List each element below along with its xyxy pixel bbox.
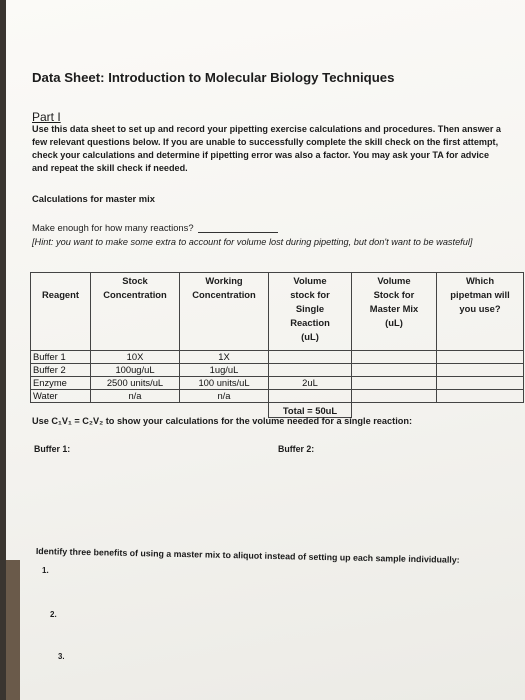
cell-pipetman[interactable] xyxy=(437,390,524,403)
cell-pipetman[interactable] xyxy=(437,377,524,390)
cell-volume-master[interactable] xyxy=(352,351,437,364)
answer-number-3: 3. xyxy=(58,652,65,661)
binder-edge xyxy=(6,560,20,700)
answer-number-2: 2. xyxy=(50,610,57,619)
header-working: Working Concentration xyxy=(180,273,269,351)
table-row xyxy=(31,351,524,364)
reactions-question-text: Make enough for how many reactions? xyxy=(32,222,194,233)
cell-volume-single[interactable] xyxy=(269,351,352,364)
cell-reagent: Buffer 2 xyxy=(31,364,91,377)
cell-working: 100 units/uL xyxy=(180,377,269,390)
calculations-heading: Calculations for master mix xyxy=(32,193,155,204)
answer-number-1: 1. xyxy=(42,566,49,575)
cell-reagent: Buffer 1 xyxy=(31,351,91,364)
cell-reagent: Enzyme xyxy=(31,377,91,390)
cell-stock: 100ug/uL xyxy=(91,364,180,377)
worksheet-page xyxy=(6,0,525,700)
table-header-row xyxy=(31,273,524,351)
master-mix-table xyxy=(30,272,524,418)
total-volume-cell: Total = 50uL xyxy=(269,403,352,418)
cell-volume-master[interactable] xyxy=(352,390,437,403)
cell-stock: n/a xyxy=(91,390,180,403)
buffer2-label: Buffer 2: xyxy=(278,444,315,454)
hint-text: [Hint: you want to make some extra to account for volume lost during pipetting, but don't want to be wasteful] xyxy=(32,237,473,247)
page-title: Data Sheet: Introduction to Molecular Biology Techniques xyxy=(32,70,395,85)
cell-working: 1X xyxy=(180,351,269,364)
table-row xyxy=(31,364,524,377)
header-pipetman: Which pipetman will you use? xyxy=(437,273,524,351)
cell-reagent: Water xyxy=(31,390,91,403)
header-volume-single: Volume stock for Single Reaction (uL) xyxy=(269,273,352,351)
cell-volume-single[interactable] xyxy=(269,364,352,377)
buffer1-label: Buffer 1: xyxy=(34,444,71,454)
cell-working: 1ug/uL xyxy=(180,364,269,377)
header-volume-master: Volume Stock for Master Mix (uL) xyxy=(352,273,437,351)
cell-stock: 2500 units/uL xyxy=(91,377,180,390)
reactions-answer-blank[interactable] xyxy=(198,222,278,233)
cell-stock: 10X xyxy=(91,351,180,364)
part-heading: Part I xyxy=(32,110,61,124)
header-stock: Stock Concentration xyxy=(91,273,180,351)
cell-volume-master[interactable] xyxy=(352,364,437,377)
cell-volume-single[interactable]: 2uL xyxy=(269,377,352,390)
cell-working: n/a xyxy=(180,390,269,403)
reactions-question xyxy=(32,222,278,233)
benefits-question: Identify three benefits of using a master mix to aliquot instead of setting up each sample individually: xyxy=(35,546,460,565)
cell-volume-single[interactable] xyxy=(269,390,352,403)
header-reagent: Reagent xyxy=(31,273,91,351)
cell-pipetman[interactable] xyxy=(437,351,524,364)
cell-volume-master[interactable] xyxy=(352,377,437,390)
c1v1-instruction: Use C₁V₁ = C₂V₂ to show your calculations for the volume needed for a single reaction: xyxy=(32,416,413,426)
intro-paragraph: Use this data sheet to set up and record your pipetting exercise calculations and procedures. Then answer a few relevant questions below. If you are unable to successfully complete the skill check on the first attempt, check your calculations and determine if pipetting error was also a factor. You may ask your TA for advice and repeat the skill check if needed. xyxy=(32,124,501,173)
table-row xyxy=(31,390,524,403)
table-row xyxy=(31,377,524,390)
cell-pipetman[interactable] xyxy=(437,364,524,377)
